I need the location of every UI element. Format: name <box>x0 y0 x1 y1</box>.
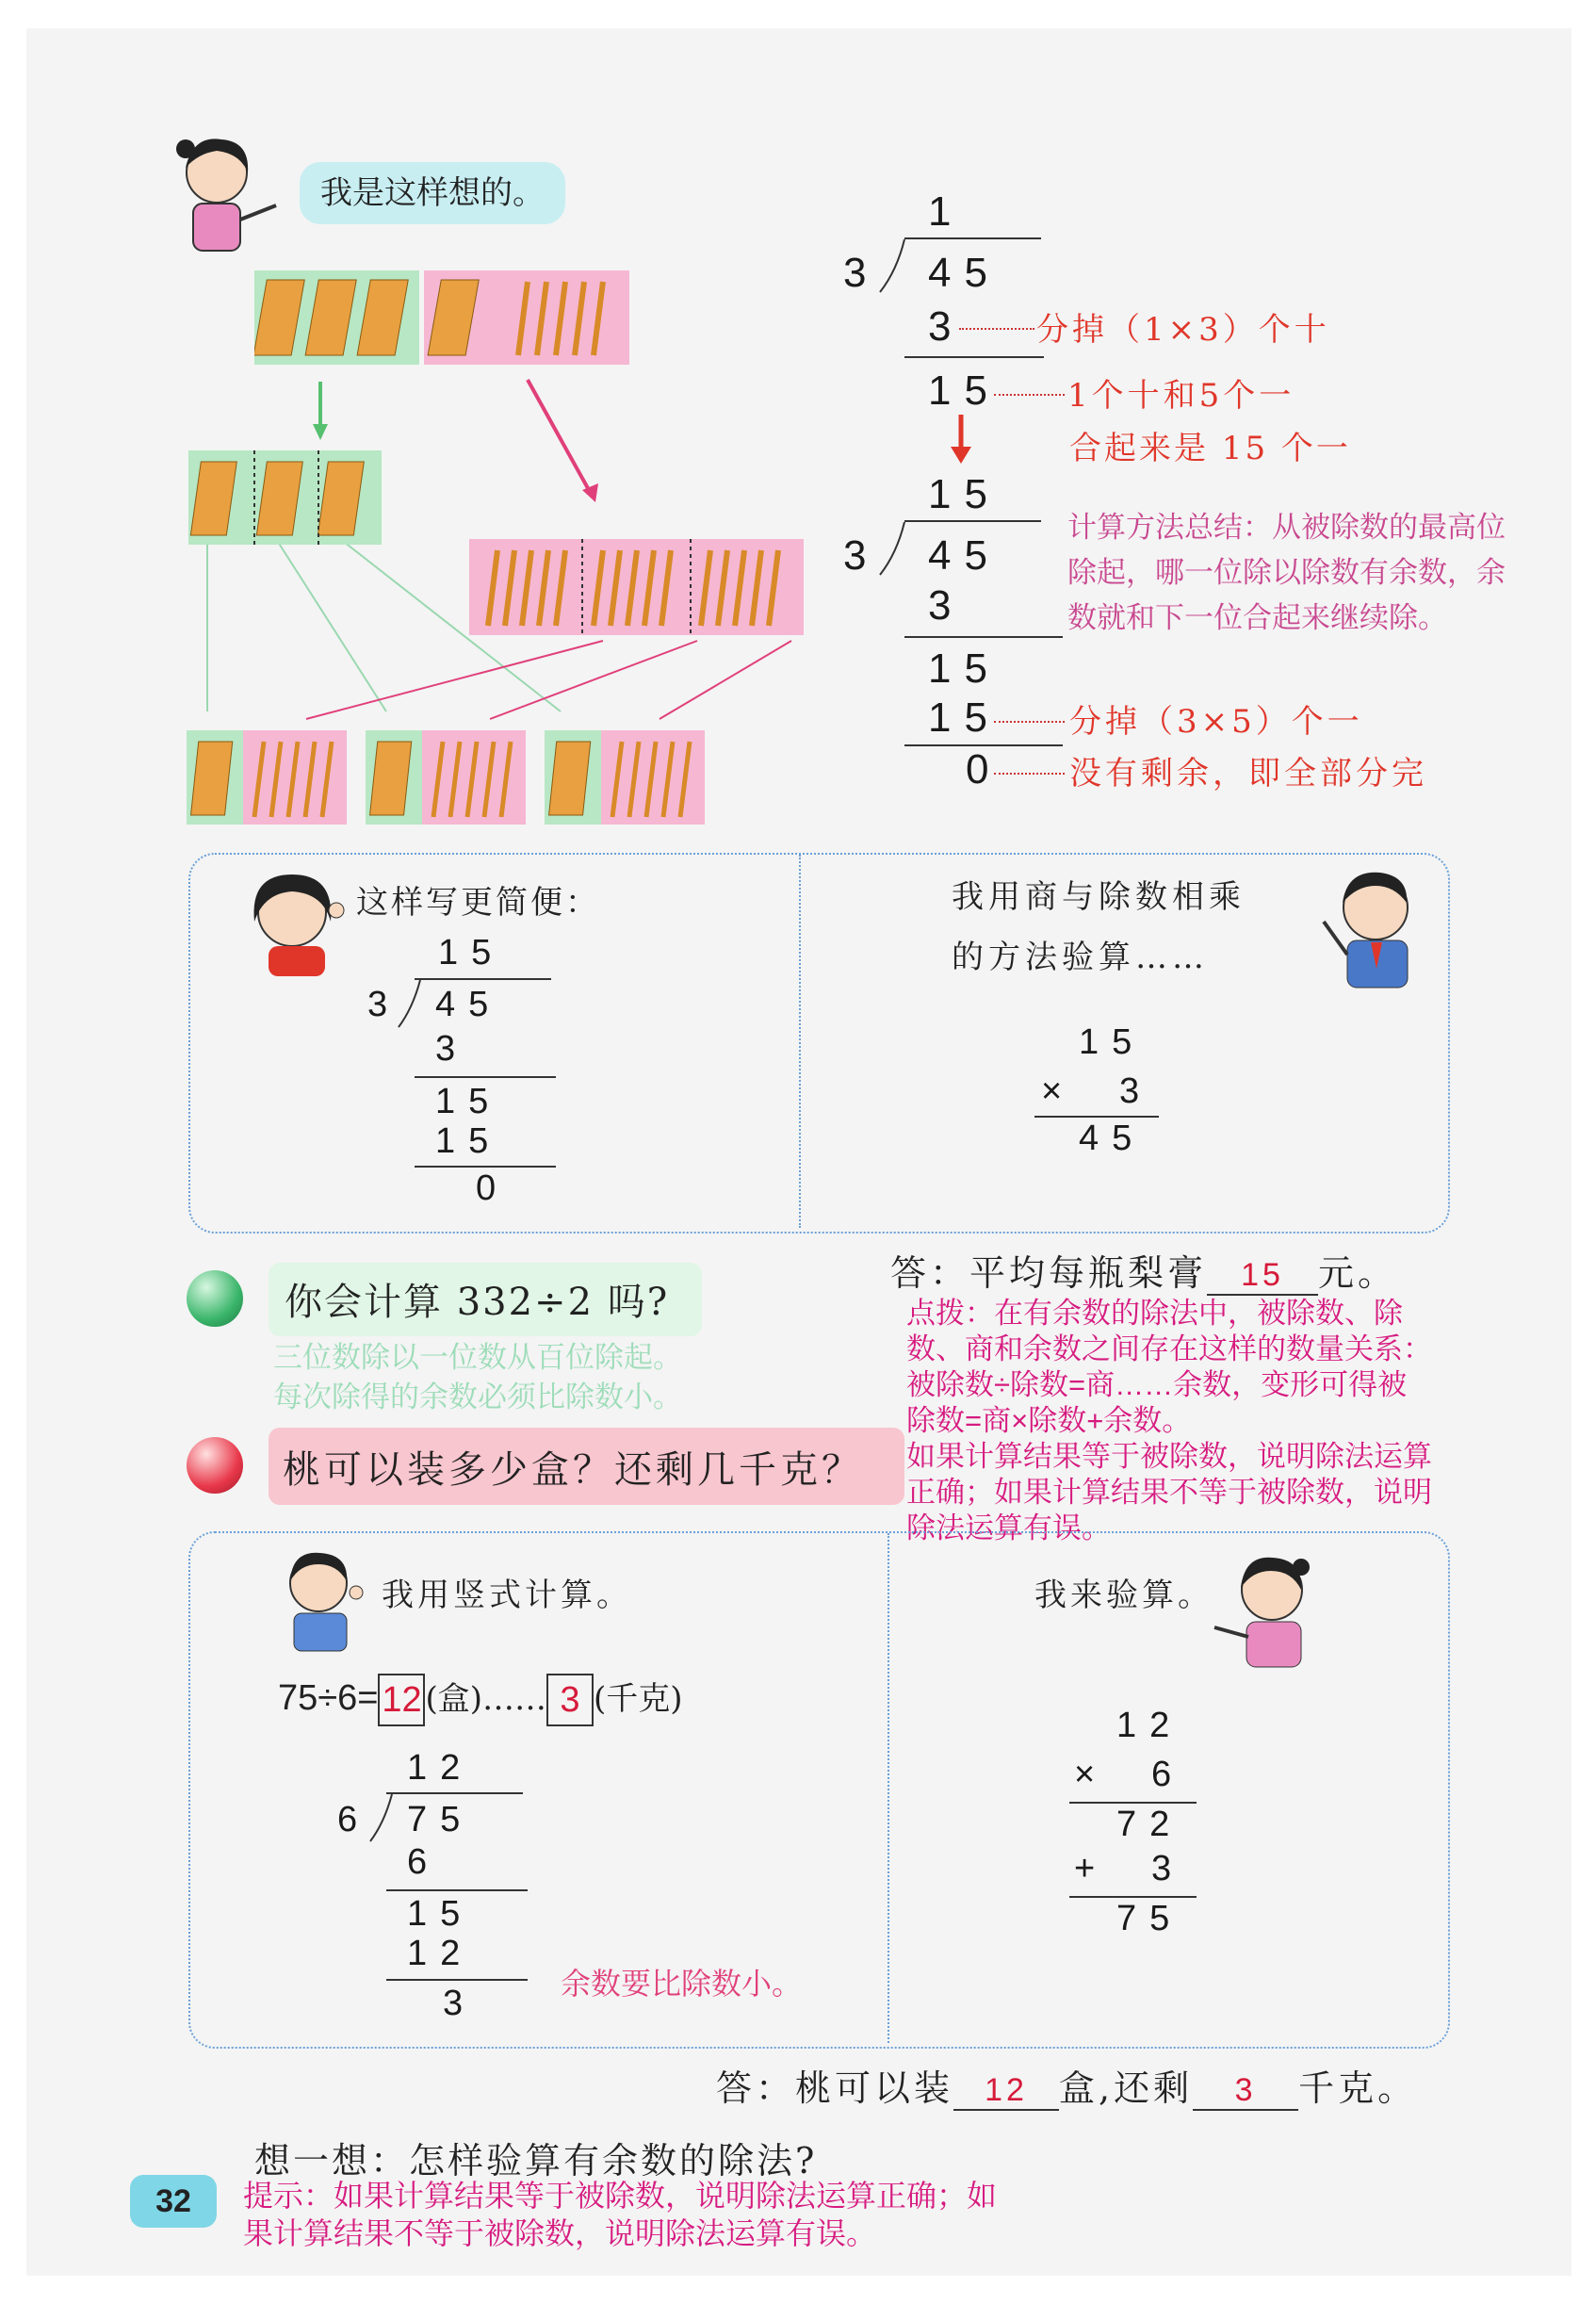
panel-divider <box>888 1533 889 2043</box>
boy-thinking-icon <box>273 1545 367 1654</box>
panel1-divisor: 3 <box>367 985 401 1024</box>
panel1-sub1: 3 <box>435 1029 469 1069</box>
quotient-box: 12 <box>378 1674 425 1726</box>
result-groups-icon <box>187 730 705 825</box>
sub-line <box>386 1889 528 1891</box>
question1: 你会计算 332÷2 吗? <box>285 1281 670 1324</box>
equation <box>278 1673 683 1726</box>
split-bundles-icon <box>188 450 382 545</box>
think-title: 想一想：怎样验算有余数的除法? <box>254 2140 818 2181</box>
sub-line <box>904 636 1063 638</box>
answer2-prefix: 答：桃可以装 <box>716 2067 954 2109</box>
division-bracket <box>396 978 424 1029</box>
tip-line: 点拨：在有余数的除法中，被除数、除 <box>906 1297 1403 1330</box>
division-bracket <box>367 1792 396 1843</box>
tip-line: 除数=商×除数+余数。 <box>906 1404 1192 1437</box>
sub-line <box>415 1166 556 1168</box>
summary-line: 数就和下一位合起来继续除。 <box>1067 601 1447 634</box>
check1-op: × <box>1041 1071 1076 1111</box>
calc2-rem1: 15 <box>928 645 1001 692</box>
dotted-leader <box>959 328 1034 330</box>
tip-line: 正确；如果计算结果不等于被除数，说明 <box>906 1476 1432 1509</box>
panel1-rem1: 15 <box>435 1082 502 1121</box>
sub-line <box>386 1979 528 1981</box>
equation-unit2: (千克) <box>593 1680 683 1718</box>
answer1 <box>890 1244 1397 1296</box>
stick-bundles-icon <box>254 270 631 365</box>
equation-unit1: (盒)…… <box>425 1680 546 1718</box>
q2-rem1: 15 <box>407 1894 474 1934</box>
calc2-rem2: 0 <box>966 746 1002 793</box>
tip-line: 除法运算有误。 <box>906 1511 1111 1544</box>
question1-hint <box>273 1338 682 1417</box>
calc1-sub: 3 <box>928 303 965 350</box>
red-ball-icon <box>187 1437 243 1494</box>
answer1-prefix: 答：平均每瓶梨膏 <box>890 1252 1208 1294</box>
check-title-line: 的方法验算…… <box>952 939 1209 976</box>
note-4: 分掉（3×5）个一 <box>1069 703 1363 741</box>
panel1-quotient: 15 <box>438 933 505 972</box>
girl-icon <box>240 865 349 978</box>
mul-line <box>1034 1116 1159 1118</box>
page-number: 32 <box>130 2175 217 2228</box>
q2-dividend: 75 <box>407 1800 474 1839</box>
down-arrow-icon <box>947 415 975 466</box>
girl-pointing-icon <box>1211 1550 1319 1673</box>
division-bar <box>904 237 1041 239</box>
q2-left-title: 我用竖式计算。 <box>382 1577 632 1614</box>
calc2-sub1: 3 <box>928 582 965 629</box>
panel1-dividend: 45 <box>435 985 502 1024</box>
panel1-sub2: 15 <box>435 1121 502 1161</box>
summary-line: 除起，哪一位除以除数有余数，余 <box>1067 556 1506 589</box>
check-title-line: 我用商与除数相乘 <box>952 878 1246 916</box>
fifteen-sticks-icon <box>469 539 804 635</box>
calc1-quotient: 1 <box>928 188 965 235</box>
answer2-mid: 盒,还剩 <box>1059 2067 1194 2109</box>
bubble-text: 我是这样想的。 <box>320 174 545 212</box>
dotted-leader <box>994 394 1065 396</box>
answer1-suffix: 元。 <box>1318 1252 1398 1294</box>
calc1-rem: 15 <box>928 368 1001 414</box>
dotted-leader <box>994 773 1065 775</box>
boy-icon <box>1314 865 1423 997</box>
calc2-divisor: 3 <box>843 532 880 579</box>
hint-line: 三位数除以一位数从百位除起。 <box>273 1341 682 1374</box>
think-hint-line: 果计算结果不等于被除数，说明除法运算有误。 <box>243 2216 877 2250</box>
tip-line: 数、商和余数之间存在这样的数量关系： <box>906 1332 1432 1365</box>
division-bar <box>904 520 1041 522</box>
check2-a: 12 <box>1116 1706 1183 1745</box>
division-bar <box>415 978 551 980</box>
summary-line: 计算方法总结：从被除数的最高位 <box>1067 511 1506 544</box>
remainder-box: 3 <box>546 1674 594 1726</box>
equation-expr: 75÷6= <box>278 1678 379 1718</box>
method-summary <box>1067 505 1576 641</box>
note-5: 没有剩余，即全部分完 <box>1069 755 1427 793</box>
answer2-kg: 3 <box>1193 2072 1298 2111</box>
q2-rem2: 3 <box>443 1984 477 2023</box>
check2-c: 3 <box>1151 1849 1185 1888</box>
answer2-suffix: 千克。 <box>1298 2067 1418 2109</box>
division-bracket <box>876 237 908 294</box>
sub-line <box>415 1076 556 1078</box>
q2-sub1: 6 <box>407 1842 441 1882</box>
q2-right-title: 我来验算。 <box>1034 1577 1213 1614</box>
calc2-dividend: 45 <box>928 532 1001 579</box>
check2-op2: + <box>1074 1849 1109 1888</box>
check2-b: 6 <box>1151 1755 1185 1794</box>
panel-divider <box>799 855 801 1228</box>
green-ball-icon <box>187 1270 243 1327</box>
check2-result: 75 <box>1116 1899 1183 1938</box>
calc2-quotient: 15 <box>928 471 1001 517</box>
thought-bubble <box>300 162 565 224</box>
mul-line <box>1069 1802 1197 1804</box>
q2-divisor: 6 <box>337 1800 371 1839</box>
panel1-right-title <box>952 867 1246 988</box>
panel1-left-title: 这样写更简便： <box>356 884 600 922</box>
q2-quotient: 12 <box>407 1748 474 1788</box>
q2-sub2: 12 <box>407 1934 474 1973</box>
note-1: 分掉（1×3）个十 <box>1036 311 1330 349</box>
tip-line: 被除数÷除数=商……余数，变形可得被 <box>906 1368 1408 1401</box>
check1-b: 3 <box>1119 1071 1153 1111</box>
check1-a: 15 <box>1079 1022 1146 1062</box>
note-3: 合起来是 15 个一 <box>1069 430 1351 467</box>
dotted-leader <box>994 721 1065 723</box>
check1-result: 45 <box>1079 1119 1146 1158</box>
calc1-divisor: 3 <box>843 250 880 296</box>
think-hint-line: 提示：如果计算结果等于被除数，说明除法运算正确；如 <box>243 2179 998 2213</box>
tip-line: 如果计算结果等于被除数，说明除法运算 <box>906 1440 1432 1473</box>
division-bar <box>386 1792 523 1794</box>
think-hint <box>243 2177 997 2252</box>
check2-op1: × <box>1074 1755 1109 1794</box>
hint-line: 每次除得的余数必须比除数小。 <box>273 1381 682 1413</box>
tip-block <box>906 1296 1547 1546</box>
answer2-boxes: 12 <box>953 2072 1059 2111</box>
remainder-note: 余数要比除数小。 <box>561 1967 803 2001</box>
sub-line <box>904 356 1044 358</box>
panel1-rem2: 0 <box>476 1168 510 1208</box>
answer2 <box>716 2059 1417 2111</box>
answer1-value: 15 <box>1207 1257 1318 1296</box>
question2: 桃可以装多少盒？还剩几千克？ <box>283 1448 863 1492</box>
calc2-sub2: 15 <box>928 694 1001 741</box>
add-line <box>1069 1896 1197 1898</box>
calc1-dividend: 45 <box>928 250 1001 296</box>
check2-prod: 72 <box>1116 1805 1183 1844</box>
division-bracket <box>876 520 908 577</box>
note-2: 1个十和5个一 <box>1067 377 1295 415</box>
girl-pointing-icon <box>165 130 287 262</box>
